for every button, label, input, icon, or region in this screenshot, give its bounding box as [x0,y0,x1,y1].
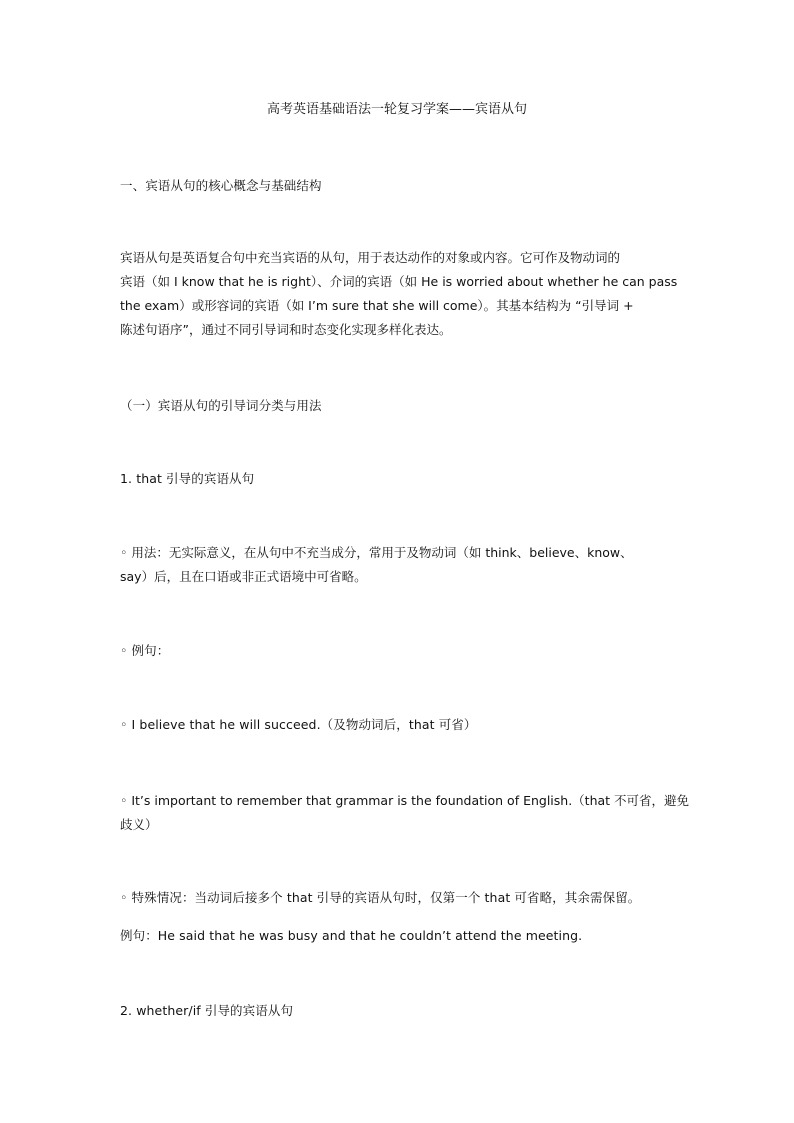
special-case-example: 例句：He said that he was busy and that he couldn’t attend the meeting. [120,928,583,943]
example-2-line-2: 歧义） [120,817,158,832]
intro-paragraph [120,246,680,342]
item-heading-whether-if-clause: 2. whether/if 引导的宾语从句 [120,1003,294,1018]
intro-line-2: 宾语（如 I know that he is right）、介词的宾语（如 He is worried about whether he can pass [120,274,678,289]
usage-line-2: say）后，且在口语或非正式语境中可省略。 [120,569,367,584]
example-sentence-1: ◦ I believe that he will succeed.（及物动词后，that 可省） [120,717,477,732]
example-label: ◦ 例句： [120,643,170,658]
subsection-heading-connectives: （一）宾语从句的引导词分类与用法 [120,398,322,413]
section-heading-core-concept: 一、宾语从句的核心概念与基础结构 [120,178,322,193]
intro-line-4: 陈述句语序”，通过不同引导词和时态变化实现多样化表达。 [120,322,452,337]
special-case-note: ◦ 特殊情况：当动词后接多个 that 引导的宾语从句时，仅第一个 that 可省略，其余需保留。 [120,890,641,905]
example-sentence-2 [120,789,690,837]
example-2-line-1: ◦ It’s important to remember that grammar is the foundation of English.（that 不可省，避免 [120,793,690,808]
document-title: 高考英语基础语法一轮复习学案——宾语从句 [266,102,527,117]
item-heading-that-clause: 1. that 引导的宾语从句 [120,471,255,486]
intro-line-3: the exam）或形容词的宾语（如 I’m sure that she will come）。其基本结构为 “引导词 + [120,298,634,313]
intro-line-1: 宾语从句是英语复合句中充当宾语的从句，用于表达动作的对象或内容。它可作及物动词的 [120,250,621,265]
usage-line-1: ◦ 用法：无实际意义，在从句中不充当成分，常用于及物动词（如 think、believe、know、 [120,545,633,560]
usage-paragraph [120,541,680,589]
